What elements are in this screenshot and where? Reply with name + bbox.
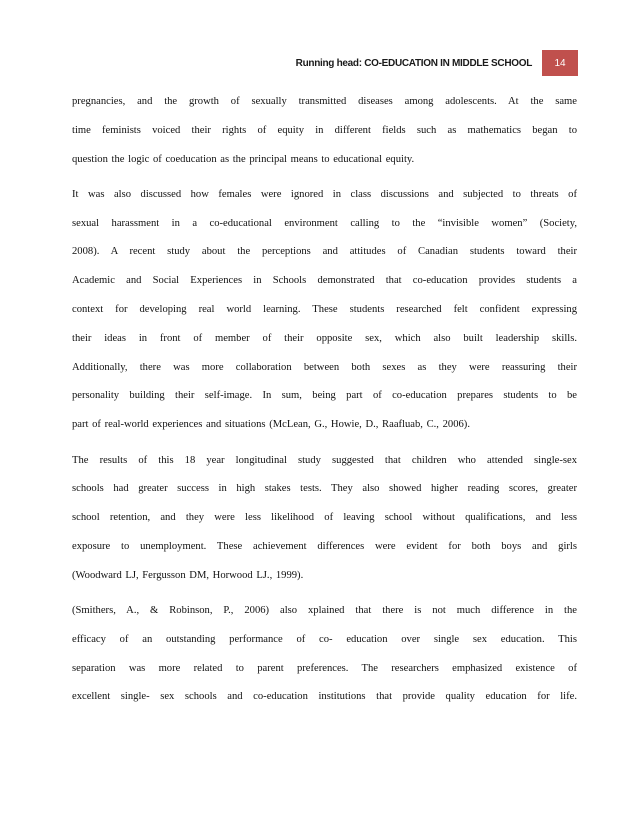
page-number-badge: 14 (542, 50, 578, 76)
text-line: context for developing real world learning. These students researched felt confident expressing (72, 304, 577, 316)
text-line: part of real-world experiences and situations (McLean, G., Howie, D., Raafluab, C., 2006). (72, 419, 470, 431)
text-line: exposure to unemployment. These achievement differences were evident for both boys and girls (72, 540, 577, 552)
text-line: The results of this 18 year longitudinal study suggested that children who attended single-sex (72, 454, 577, 466)
paragraph (72, 88, 577, 174)
text-line: (Smithers, A., & Robinson, P., 2006) also xplained that there is not much difference in the (72, 605, 577, 617)
text-line: efficacy of an outstanding performance of co- education over single sex education. This (72, 633, 577, 645)
text-line: sexual harassment in a co-educational environment calling to the “invisible women” (Society, (72, 217, 577, 229)
paragraph (72, 181, 577, 440)
text-line: question the logic of coeducation as the principal means to educational equity. (72, 153, 415, 165)
text-line: separation was more related to parent preferences. The researchers emphasized existence of (72, 662, 577, 674)
body-text (72, 88, 577, 712)
text-line: 2008). A recent study about the perceptions and attitudes of Canadian students toward their (72, 246, 577, 258)
paragraph (72, 447, 577, 591)
running-head: Running head: CO-EDUCATION IN MIDDLE SCHOOL (295, 57, 532, 69)
page-header (296, 50, 578, 76)
text-line: (Woodward LJ, Fergusson DM, Horwood LJ., 1999). (72, 569, 304, 581)
text-line: It was also discussed how females were ignored in class discussions and subjected to threats of (72, 188, 577, 200)
text-line: schools had greater success in high stakes tests. They also showed higher reading scores, greater (72, 483, 577, 495)
text-line: their ideas in front of member of their opposite sex, which also built leadership skills. (72, 332, 577, 344)
text-line: school retention, and they were less likelihood of leaving school without qualifications, and less (72, 512, 577, 524)
text-line: Academic and Social Experiences in Schools demonstrated that co-education provides students a (72, 275, 577, 287)
text-line: personality building their self-image. In sum, being part of co-education prepares students to be (72, 390, 577, 402)
text-line: pregnancies, and the growth of sexually transmitted diseases among adolescents. At the same (72, 96, 577, 107)
paragraph (72, 597, 577, 712)
text-line: time feminists voiced their rights of equity in different fields such as mathematics began to (72, 124, 577, 136)
text-line: excellent single- sex schools and co-education institutions that provide quality education for life. (72, 691, 577, 703)
text-line: Additionally, there was more collaboration between both sexes as they were reassuring their (72, 361, 577, 373)
